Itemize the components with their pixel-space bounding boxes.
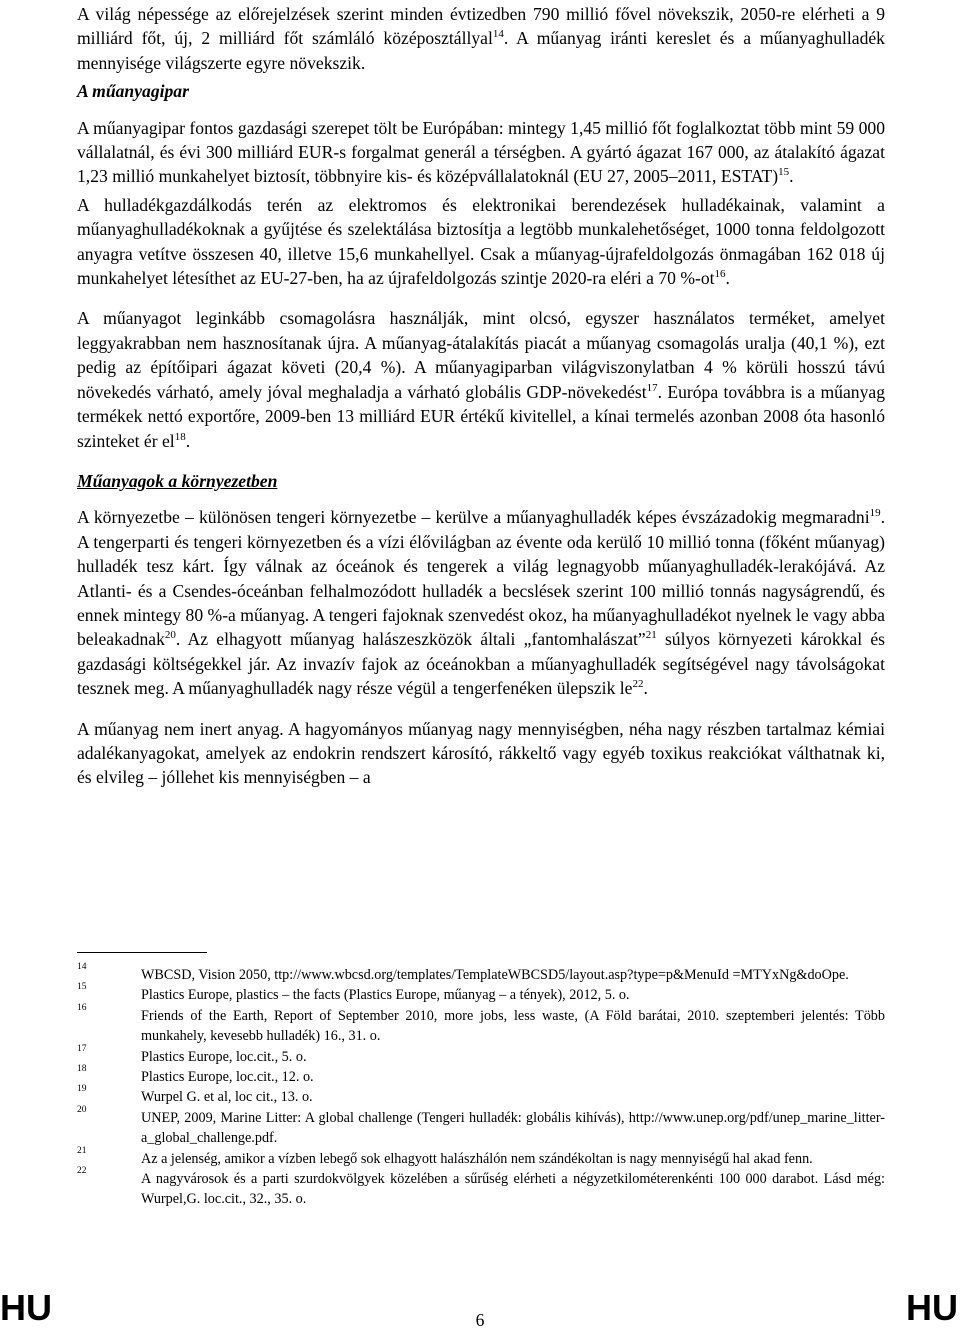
footnote-ref[interactable]: 17	[646, 381, 658, 394]
footnote-text: A nagyvárosok és a parti szurdokvölgyek közelében a sűrűség elérheti a négyzetkilométerenkénti 100 000 darabot. Lásd még: Wurpel,G. loc.cit., 32., 35. o.	[141, 1171, 885, 1208]
footnote-number: 17	[77, 1043, 87, 1054]
footnote-item	[77, 1166, 885, 1210]
footnote-number: 22	[77, 1166, 87, 1177]
footnote-ref[interactable]: 22	[632, 678, 644, 691]
footnote-item	[77, 1084, 885, 1107]
footnote-number: 20	[77, 1104, 87, 1115]
paragraph-population: A világ népessége az előrejelzések szerint minden évtizedben 790 millió fővel növekszik, 2050-re elérheti a 9 milliárd főt, új, 2 milliárd főt számláló középosztállyal$^{14}$. A műanyag iránti kereslet és a műanyaghulladék mennyisége világszerte egyre növekszik.	[77, 4, 885, 73]
footnote-text: Plastics Europe, loc.cit., 5. o.	[141, 1048, 307, 1065]
paragraph-industry: A műanyagipar fontos gazdasági szerepet tölt be Európában: mintegy 1,45 millió főt foglalkoztat több mint 59 000 vállalatnál, és évi 300 milliárd EUR-s forgalmat generál a térségben. A gyártó ágazat 167 000, az átalakító ágazat 1,23 millió munkahelyet biztosít, többnyire kis- és középvállalatoknál (EU 27, 2005–2011, ESTAT)$^{15}$.	[77, 117, 885, 187]
footnote-item	[77, 1002, 885, 1047]
footnote-item	[77, 962, 885, 985]
paragraph-not-inert: A műanyag nem inert anyag. A hagyományos műanyag nagy mennyiségben, néha nagy részben tartalmaz kémiai adalékanyagokat, amelyek az endokrin rendszert károsító, rákkeltő vagy egyéb toxikus reakciókat válthatnak ki, és elvileg – jóllehet kis mennyiségben – a	[77, 718, 885, 788]
footnote-text: Friends of the Earth, Report of September 2010, more jobs, less waste, (A Föld barátai, 2010. szeptemberi jelentés: Több munkahely, kevesebb hulladék) 16., 31. o.	[141, 1007, 885, 1045]
footnote-number: 14	[77, 962, 87, 972]
footnote-ref[interactable]: 21	[645, 629, 657, 642]
footnote-item	[77, 982, 885, 1005]
language-code-left: HU	[0, 1287, 52, 1328]
footnote-text: Plastics Europe, plastics – the facts (Plastics Europe, műanyag – a tények), 2012, 5. o.	[141, 987, 630, 1004]
footnote-ref[interactable]: 15	[778, 166, 790, 179]
footnote-text: Az a jelenség, amikor a vízben lebegő sok elhagyott halászhálón nem szándékoltan is nagy mennyiségű hal akad fenn.	[141, 1150, 813, 1167]
footnote-ref[interactable]: 20	[164, 629, 176, 642]
footnote-divider	[77, 952, 207, 953]
footnotes-list	[77, 962, 885, 1210]
footnote-number: 18	[77, 1064, 87, 1075]
footnote-item	[77, 1043, 885, 1067]
footnote-text: WBCSD, Vision 2050, ttp://www.wbcsd.org/templates/TemplateWBCSD5/layout.asp?type=p&MenuId =MTYxNg&doOpe.	[141, 967, 849, 983]
footnote-number: 21	[77, 1145, 87, 1156]
footnote-text: Plastics Europe, loc.cit., 12. o.	[141, 1069, 314, 1086]
page-number: 6	[475, 1310, 485, 1330]
footnote-text: UNEP, 2009, Marine Litter: A global challenge (Tengeri hulladék: globális kihívás), http://www.unep.org/pdf/unep_marine_litter-a_global_challenge.pdf.	[141, 1109, 885, 1147]
document-body	[77, 2, 885, 806]
footnote-ref[interactable]: 18	[174, 430, 186, 443]
footnote-ref[interactable]: 19	[869, 507, 881, 520]
footnote-number: 16	[77, 1002, 87, 1013]
section-heading-environment: Műanyagok a környezetben	[77, 470, 278, 491]
language-code-right: HU	[906, 1287, 958, 1328]
paragraph-packaging: A műanyagot leginkább csomagolásra használják, mint olcsó, egyszer használatos terméket, amelyet leggyakrabban nem hasznosítanak újra. A műanyag-átalakítás piacát a műanyag csomagolás uralja (40,1 %), ezt pedig az építőipari ágazat követi (20,4 %). A műanyagiparban világviszonylatban 4 % körüli hosszú távú növekedés várható, amely jóval meghaladja a várható globális GDP-növekedést$^{17}$. Európa továbbra is a műanyag termékek nettó exportőre, 2009-ben 13 milliárd EUR értékű kivitellel, a kínai termelés azonban 2008 óta hasonló szinteket ér $el^{18}$.	[77, 308, 885, 451]
footnote-ref[interactable]: 14	[492, 28, 504, 41]
paragraph-environment: A környezetbe – különösen tengeri környezetbe – kerülve a műanyaghulladék képes évszázadokig megmaradni$^{19}$. A tengerparti és tengeri környezetben és a vízi élővilágban az évente oda kerülő 10 millió tonna (főként műanyag) hulladék tesz kárt. Így válnak az óceánok és tengerek a világ legnagyobb műanyaghulladék-lerakójává. Az Atlanti- és a Csendes-óceánban felhalmozódott hulladék a becslések szerint 100 millió tonnás nagyságrendű, és ennek mintegy 80 %-a műanyag. A tengeri fajoknak szenvedést okoz, ha műanyaghulladékot nyelnek le vagy abba beleakadnak$^{20}$. Az elhagyott műanyag halászeszközök általi „fantomhalászat”$^{21}$ súlyos környezeti károkkal és gazdasági költségekkel jár. Az invazív fajok az óceánokban a műanyaghulladék segítségével nagy távolságokat tesznek meg. A műanyaghulladék nagy része végül a tengerfenéken ülepszik $le^{22}$.	[77, 507, 885, 699]
footnote-number: 15	[77, 982, 87, 993]
footnote-item	[77, 1145, 885, 1169]
footnote-number: 19	[77, 1084, 87, 1095]
paragraph-waste-management: A hulladékgazdálkodás terén az elektromos és elektronikai berendezések hulladékainak, valamint a műanyaghulladékoknak a gyűjtése és szelektálása biztosítja a legtöbb munkalehetőséget, 1000 tonna feldolgozott anyagra vetítve összesen 40, illetve 15,6 munkahellyel. Csak a műanyag-újrafeldolgozás önmagában 162 018 új munkahelyet létesíthet az EU-27-ben, ha az újrafeldolgozás szintje 2020-ra eléri a 70 $\%-ot^{16}$.	[77, 194, 885, 289]
footnote-item	[77, 1104, 885, 1149]
footnote-text: Wurpel G. et al, loc cit., 13. o.	[141, 1089, 313, 1106]
footnote-ref[interactable]: 16	[714, 268, 726, 281]
footnote-item	[77, 1064, 885, 1087]
section-heading-plastics-industry: A műanyagipar	[77, 81, 189, 102]
